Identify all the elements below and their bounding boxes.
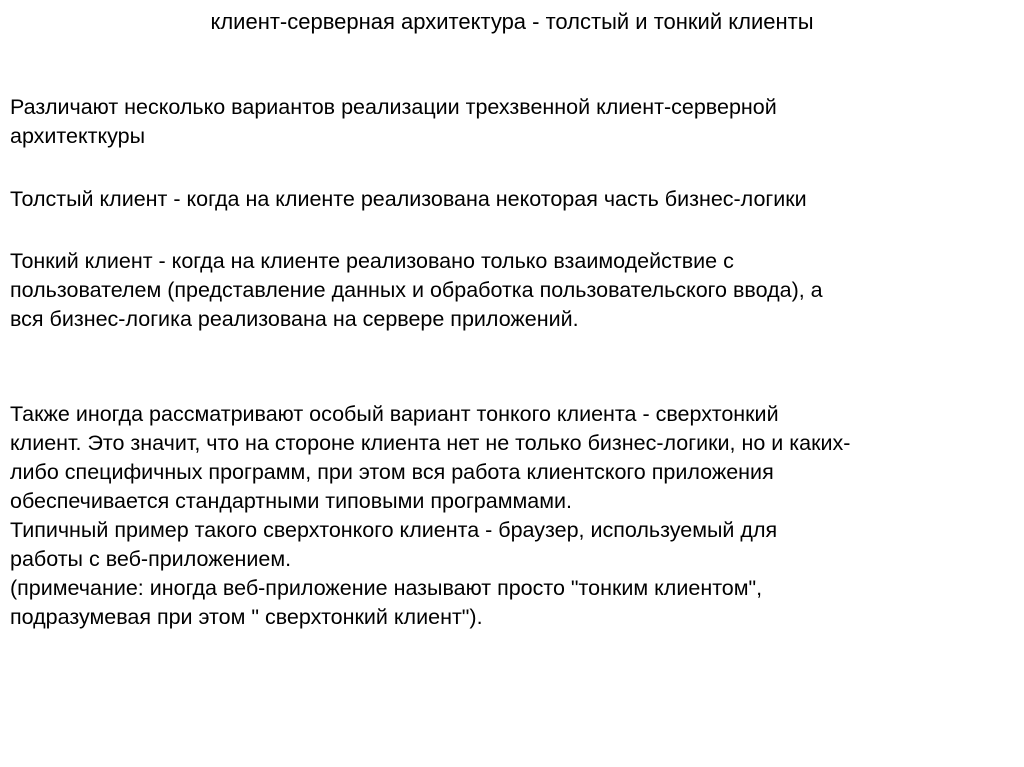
text-line: вся бизнес-логика реализована на сервере приложений. bbox=[10, 307, 579, 331]
text-line: Различают несколько вариантов реализации трехзвенной клиент-серверной bbox=[10, 95, 777, 119]
text-line: пользователем (представление данных и обработка пользовательского ввода), а bbox=[10, 278, 823, 302]
text-line: Также иногда рассматривают особый вариант тонкого клиента - сверхтонкий bbox=[10, 402, 779, 426]
text-line: архитекткуры bbox=[10, 124, 146, 148]
text-line: Толстый клиент - когда на клиенте реализована некоторая часть бизнес-логики bbox=[10, 187, 807, 211]
slide-title: клиент-серверная архитектура - толстый и тонкий клиенты bbox=[210, 9, 814, 34]
text-line: (примечание: иногда веб-приложение называют просто "тонким клиентом", bbox=[10, 576, 763, 600]
text-line: работы с веб-приложением. bbox=[10, 547, 292, 571]
text-line: клиент. Это значит, что на стороне клиента нет не только бизнес-логики, но и каких- bbox=[10, 431, 851, 455]
paragraph-thick-client bbox=[10, 185, 1014, 214]
paragraph-thin-client bbox=[10, 247, 1014, 334]
paragraph-ultra-thin-client bbox=[10, 400, 1014, 632]
text-line: Тонкий клиент - когда на клиенте реализовано только взаимодействие с bbox=[10, 249, 734, 273]
text-line: обеспечивается стандартными типовыми программами. bbox=[10, 489, 572, 513]
paragraph-intro bbox=[10, 93, 1014, 151]
text-line: подразумевая при этом " сверхтонкий клиент"). bbox=[10, 605, 483, 629]
text-line: либо специфичных программ, при этом вся работа клиентского приложения bbox=[10, 460, 774, 484]
text-line: Типичный пример такого сверхтонкого клиента - браузер, используемый для bbox=[10, 518, 778, 542]
